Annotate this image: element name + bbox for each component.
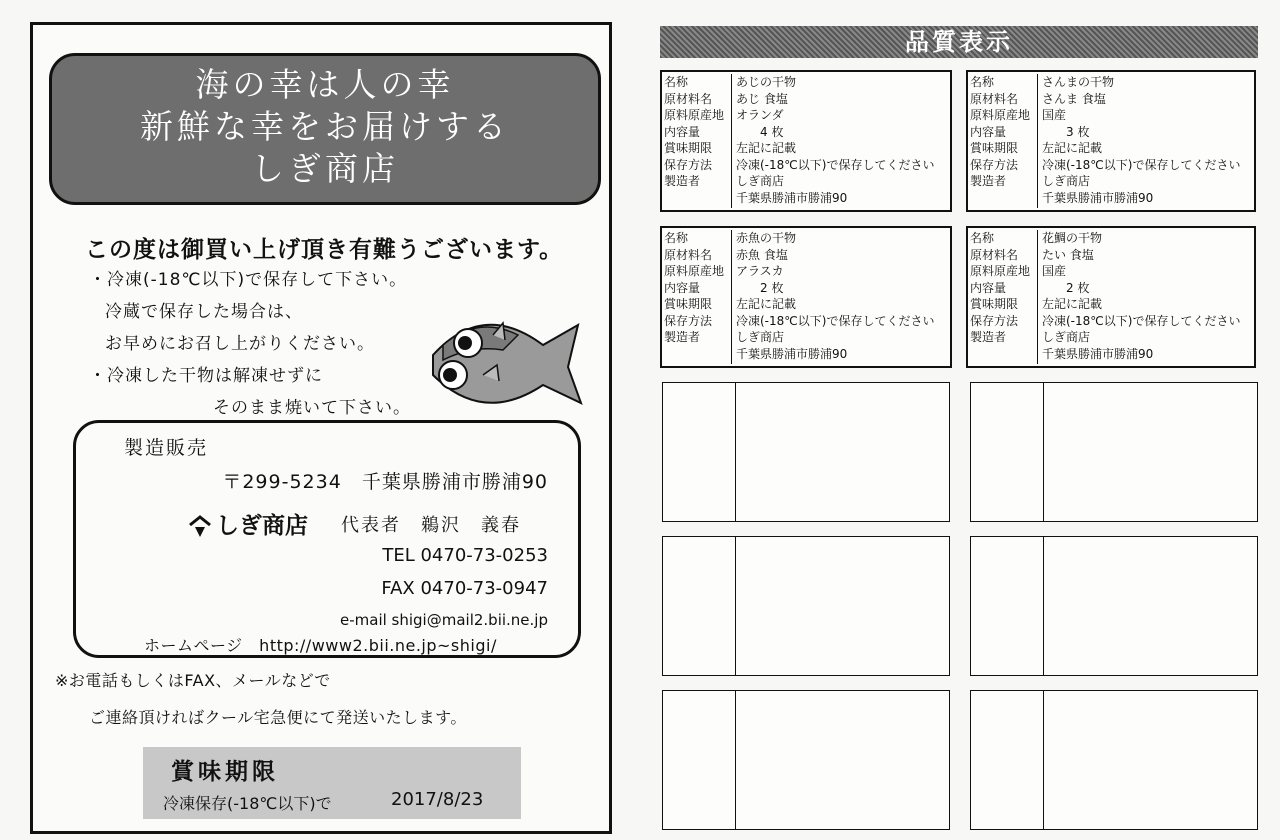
- manufacturer-address: 〒299-5234 千葉県勝浦市勝浦90: [222, 471, 548, 493]
- field-value: 冷凍(-18℃以下)で保存してください: [1042, 157, 1241, 172]
- field-value: 2 枚: [736, 280, 784, 295]
- field-label: 製造者: [970, 330, 1007, 344]
- field-label: 保存方法: [664, 313, 713, 328]
- empty-label-frame: [662, 536, 950, 676]
- email-address: e-mail shigi@mail2.bii.ne.jp: [340, 611, 548, 629]
- manufacturer-title: 製造販売: [124, 437, 209, 459]
- field-value: さんま 食塩: [1042, 91, 1106, 106]
- storage-note: お早めにお召し上がりください。: [105, 334, 375, 354]
- field-value: しぎ商店: [1042, 330, 1091, 344]
- field-label: 製造者: [664, 174, 701, 188]
- hero-banner: [49, 53, 601, 205]
- field-value: あじ 食塩: [736, 91, 788, 106]
- store-leaflet-panel: [30, 22, 612, 834]
- frame-divider: [1043, 691, 1044, 829]
- shop-name: [188, 507, 308, 540]
- storage-note: そのまま焼いて下さい。: [213, 398, 411, 418]
- field-label: 名称: [970, 75, 995, 89]
- field-value: 冷凍(-18℃以下)で保存してください: [1042, 313, 1241, 328]
- label-column: [664, 230, 732, 364]
- quality-label-panel: [652, 22, 1260, 834]
- frame-divider: [1043, 383, 1044, 521]
- frame-divider: [735, 537, 736, 675]
- shop-name-text: しぎ商店: [216, 512, 308, 539]
- field-label: 内容量: [970, 124, 1007, 139]
- manufacturer-box: [73, 420, 581, 658]
- field-value: たい 食塩: [1042, 247, 1094, 262]
- field-label: 賞味期限: [664, 297, 713, 311]
- field-value: 国産: [1042, 264, 1067, 278]
- field-label: 製造者: [664, 330, 701, 344]
- field-label: 原料原産地: [664, 108, 725, 122]
- hero-line: しぎ商店: [251, 149, 399, 188]
- empty-label-frame: [970, 690, 1258, 830]
- best-before-storage: 冷凍保存(-18℃以下)で: [163, 794, 332, 813]
- field-value: しぎ商店: [736, 174, 785, 188]
- field-value: オランダ: [736, 108, 784, 122]
- shop-logo-icon: [188, 515, 212, 539]
- field-label: 保存方法: [664, 157, 713, 172]
- field-label: 名称: [664, 231, 689, 245]
- fax-number: FAX 0470-73-0947: [381, 578, 548, 599]
- storage-note: ・冷凍した干物は解凍せずに: [89, 366, 323, 386]
- field-value: 左記に記載: [1042, 141, 1103, 155]
- representative: 代表者 鵜沢 義春: [341, 515, 521, 536]
- field-value: 3 枚: [1042, 124, 1090, 139]
- empty-label-frame: [970, 382, 1258, 522]
- storage-note: ・冷凍(-18℃以下)で保存して下さい。: [89, 270, 408, 290]
- field-value: 千葉県勝浦市勝浦90: [1042, 190, 1154, 205]
- field-label: 内容量: [970, 280, 1007, 295]
- field-value: 左記に記載: [736, 297, 797, 311]
- field-value: 赤魚 食塩: [736, 247, 788, 262]
- field-value: 4 枚: [736, 124, 784, 139]
- field-label: 内容量: [664, 124, 701, 139]
- quality-label-card: [966, 226, 1256, 368]
- homepage-url: ホームページ http://www2.bii.ne.jp~shigi/: [144, 636, 497, 655]
- field-value: 赤魚の干物: [736, 231, 797, 245]
- hero-line: 新鮮な幸をお届けする: [140, 107, 510, 146]
- label-column: [664, 74, 732, 208]
- field-value: さんまの干物: [1042, 75, 1115, 89]
- empty-label-frame: [662, 382, 950, 522]
- field-value: 花鯛の干物: [1042, 231, 1103, 245]
- frame-divider: [735, 691, 736, 829]
- label-column: [970, 230, 1038, 364]
- value-column: [736, 230, 948, 362]
- field-label: 賞味期限: [970, 297, 1019, 311]
- shipping-note: ご連絡頂ければクール宅急便にて発送いたします。: [89, 708, 467, 727]
- shipping-note: ※お電話もしくはFAX、メールなどで: [55, 671, 331, 690]
- empty-label-frame: [970, 536, 1258, 676]
- field-label: 名称: [970, 231, 995, 245]
- best-before-title: 賞味期限: [171, 758, 279, 785]
- field-value: しぎ商店: [1042, 174, 1091, 188]
- field-value: 冷凍(-18℃以下)で保存してください: [736, 157, 935, 172]
- field-label: 原料原産地: [970, 264, 1031, 278]
- field-value: しぎ商店: [736, 330, 785, 344]
- field-label: 名称: [664, 75, 689, 89]
- quality-label-card: [660, 70, 952, 212]
- field-label: 賞味期限: [664, 141, 713, 155]
- best-before-box: [143, 747, 521, 819]
- value-column: [1042, 74, 1252, 206]
- field-value: 左記に記載: [736, 141, 797, 155]
- field-value: アラスカ: [736, 264, 784, 278]
- field-label: 原材料名: [664, 247, 713, 262]
- quality-title: 品質表示: [660, 26, 1258, 58]
- field-label: 原料原産地: [664, 264, 725, 278]
- field-value: 千葉県勝浦市勝浦90: [1042, 346, 1154, 361]
- field-label: 原材料名: [664, 91, 713, 106]
- field-value: 国産: [1042, 108, 1067, 122]
- quality-label-card: [966, 70, 1256, 212]
- field-value: 2 枚: [1042, 280, 1090, 295]
- frame-divider: [1043, 537, 1044, 675]
- storage-note: 冷蔵で保存した場合は、: [105, 302, 303, 322]
- field-value: 冷凍(-18℃以下)で保存してください: [736, 313, 935, 328]
- field-label: 原料原産地: [970, 108, 1031, 122]
- label-column: [970, 74, 1038, 208]
- hero-line: 海の幸は人の幸: [195, 65, 455, 104]
- field-label: 保存方法: [970, 313, 1019, 328]
- quality-label-card: [660, 226, 952, 368]
- field-value: 千葉県勝浦市勝浦90: [736, 346, 848, 361]
- frame-divider: [735, 383, 736, 521]
- best-before-date: 2017/8/23: [391, 789, 484, 810]
- phone-number: TEL 0470-73-0253: [382, 545, 548, 566]
- field-value: 千葉県勝浦市勝浦90: [736, 190, 848, 205]
- field-label: 原材料名: [970, 91, 1019, 106]
- field-value: 左記に記載: [1042, 297, 1103, 311]
- field-label: 製造者: [970, 174, 1007, 188]
- field-label: 保存方法: [970, 157, 1019, 172]
- value-column: [736, 74, 948, 206]
- field-label: 内容量: [664, 280, 701, 295]
- fish-illustration: [423, 305, 583, 425]
- empty-label-frame: [662, 690, 950, 830]
- field-label: 賞味期限: [970, 141, 1019, 155]
- value-column: [1042, 230, 1252, 362]
- greeting-text: この度は御買い上げ頂き有難うございます。: [85, 237, 564, 263]
- field-label: 原材料名: [970, 247, 1019, 262]
- field-value: あじの干物: [736, 75, 797, 89]
